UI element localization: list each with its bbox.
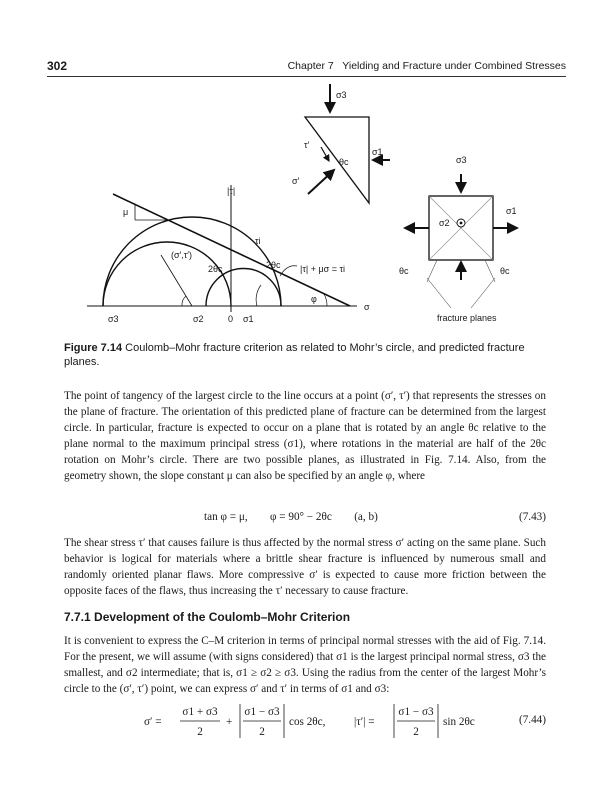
label-point: (σ′,τ′) xyxy=(171,250,192,260)
label-tau-axis: |τ| xyxy=(227,186,236,196)
eq44-tau-abs: |τ′| = xyxy=(354,716,375,728)
label-sigma1-top: σ1 xyxy=(372,147,383,157)
label-two-theta-left: 2θc xyxy=(208,264,223,274)
running-head: Chapter 7 Yielding and Fracture under Combined Stresses xyxy=(287,60,566,72)
label-s1-axis: σ1 xyxy=(243,314,254,324)
equation-7-44-body xyxy=(144,700,494,744)
eq44-sin: sin 2θc xyxy=(443,716,475,728)
label-phi: φ xyxy=(311,294,317,304)
page-number: 302 xyxy=(47,59,68,73)
label-theta-right: θc xyxy=(500,266,510,276)
header-rule xyxy=(47,76,566,77)
coulomb-mohr-figure xyxy=(47,82,567,332)
label-right-s2: σ2 xyxy=(439,218,450,228)
equation-7-44-number: (7.44) xyxy=(518,714,546,726)
figure-caption xyxy=(64,342,554,369)
caption-text: Coulomb–Mohr fracture criterion as related to Mohr’s circle, and predicted fracture planes. xyxy=(64,342,525,368)
label-zero: 0 xyxy=(228,314,234,324)
eq44-sigma-prime: σ′ = xyxy=(144,716,162,728)
eq44-frac3-num: σ1 − σ3 xyxy=(398,706,434,718)
eq44-frac2-num: σ1 − σ3 xyxy=(244,706,280,718)
label-sigma-axis: σ xyxy=(364,302,370,312)
label-theta-left: θc xyxy=(399,266,409,276)
equation-7-43-body: tan φ = μ, φ = 90° − 2θc (a, b) xyxy=(204,511,378,523)
eq44-frac1-den: 2 xyxy=(197,726,203,738)
label-tau-prime: τ′ xyxy=(304,140,310,150)
label-line-eq: |τ| + μσ = τi xyxy=(300,264,346,274)
equation-7-44 xyxy=(64,700,546,750)
caption-label: Figure 7.14 xyxy=(64,342,123,354)
label-s3-axis: σ3 xyxy=(108,314,119,324)
paragraph-1: The point of tangency of the largest circle to the line occurs at a point (σ′, τ′) that represents the stresses on the plane of fracture. The orientation of this predicted plane of fracture can be determined from the largest circle. In particular, fracture is expected to occur on a plane that is rotated by an angle θc relative to the plane normal to the maximum principal stress (σ1), where rotations in the material are half of the 2θc rotation on Mohr’s circle. There are two possible planes, as illustrated in Fig. 7.14. Also, from the geometry shown, the slope constant μ can also be specified by an angle φ, where xyxy=(64,390,546,482)
eq44-frac1-num: σ1 + σ3 xyxy=(182,706,218,718)
label-sigma3-top: σ3 xyxy=(336,90,347,100)
equation-7-43 xyxy=(64,511,546,527)
eq44-cos: cos 2θc, xyxy=(289,716,326,728)
label-right-s1: σ1 xyxy=(506,206,517,216)
eq44-frac3-den: 2 xyxy=(413,726,419,738)
equation-7-43-number: (7.43) xyxy=(518,511,546,523)
label-fracture-planes: fracture planes xyxy=(437,313,497,323)
section-heading: 7.7.1 Development of the Coulomb–Mohr Criterion xyxy=(64,610,351,624)
mohr-circles xyxy=(87,185,370,324)
eq44-frac2-den: 2 xyxy=(259,726,265,738)
label-two-theta-right: 2θc xyxy=(266,260,281,270)
label-mu: μ xyxy=(123,207,129,217)
paragraph-3: It is convenient to express the C–M criterion in terms of principal normal stresses with the aid of Fig. 7.14. For the present, we will assume (with signs considered) that σ1 is the largest principal normal stress, σ3 the smallest, and σ2 intermediate; that is, σ1 ≥ σ2 ≥ σ3. Using the radius from the center of the largest Mohr’s circle to the (σ′, τ′) point, we can express σ′ and τ′ in terms of σ1 and σ3: xyxy=(64,635,546,695)
eq44-plus: + xyxy=(226,716,233,728)
stress-element-right xyxy=(399,155,517,323)
label-right-s3: σ3 xyxy=(456,155,467,165)
label-tau-i: τi xyxy=(255,236,261,246)
stress-element-top xyxy=(292,84,390,203)
label-theta-c-top: θc xyxy=(339,157,349,167)
label-s2-axis: σ2 xyxy=(193,314,204,324)
paragraph-2: The shear stress τ′ that causes failure is thus affected by the normal stress σ′ acting on the same plane. Such behavior is logical for materials where a brittle shear fracture is influenced by numerous small and randomly oriented planar flaws. More compressive σ′ is expected to cause more friction between the opposite faces of the flaws, thus increasing the τ′ necessary to cause fracture. xyxy=(64,537,546,597)
label-sigma-prime: σ′ xyxy=(292,176,300,186)
